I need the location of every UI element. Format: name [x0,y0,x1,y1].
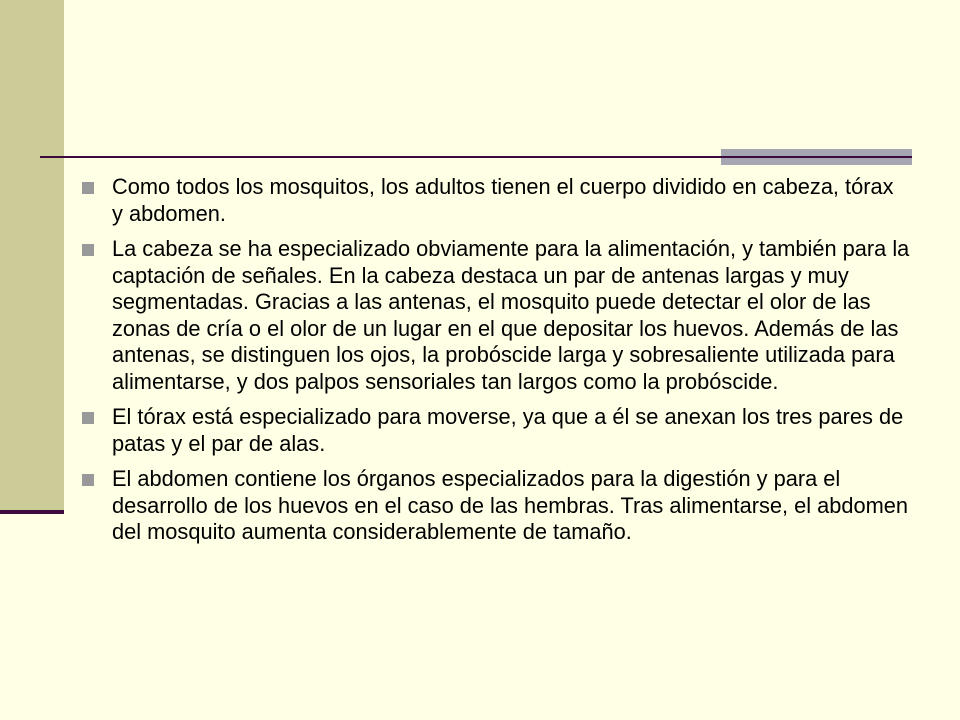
bullet-item [80,404,910,457]
bullet-text: El tórax está especializado para moverse, ya que a él se anexan los tres pares de patas y el par de alas. [112,404,904,456]
bullet-text: El abdomen contiene los órganos especializados para la digestión y para el desarrollo de los huevos en el caso de las hembras. Tras alimentarse, el abdomen del mosquito aumenta considerablemente de tamaño. [112,466,909,544]
accent-block [721,149,912,165]
bullet-text: Como todos los mosquitos, los adultos tienen el cuerpo dividido en cabeza, tórax y abdomen. [112,174,894,226]
slide-body [80,174,910,555]
bullet-text: La cabeza se ha especializado obviamente para la alimentación, y también para la captación de señales. En la cabeza destaca un par de antenas largas y muy segmentadas. Gracias a las antenas, el mosquito puede detectar el olor de las zonas de cría o el olor de un lugar en el que depositar los huevos. Además de las antenas, se distinguen los ojos, la probóscide larga y sobresaliente utilizada para alimentarse, y dos palpos sensoriales tan largos como la probóscide. [112,236,910,394]
square-bullet-icon [82,474,94,486]
left-decorative-bar [0,0,64,513]
square-bullet-icon [82,244,94,256]
bullet-item [80,466,910,546]
bullet-item [80,174,910,227]
square-bullet-icon [82,412,94,424]
left-bar-bottom-rule [0,510,64,514]
square-bullet-icon [82,182,94,194]
bullet-item [80,236,910,395]
